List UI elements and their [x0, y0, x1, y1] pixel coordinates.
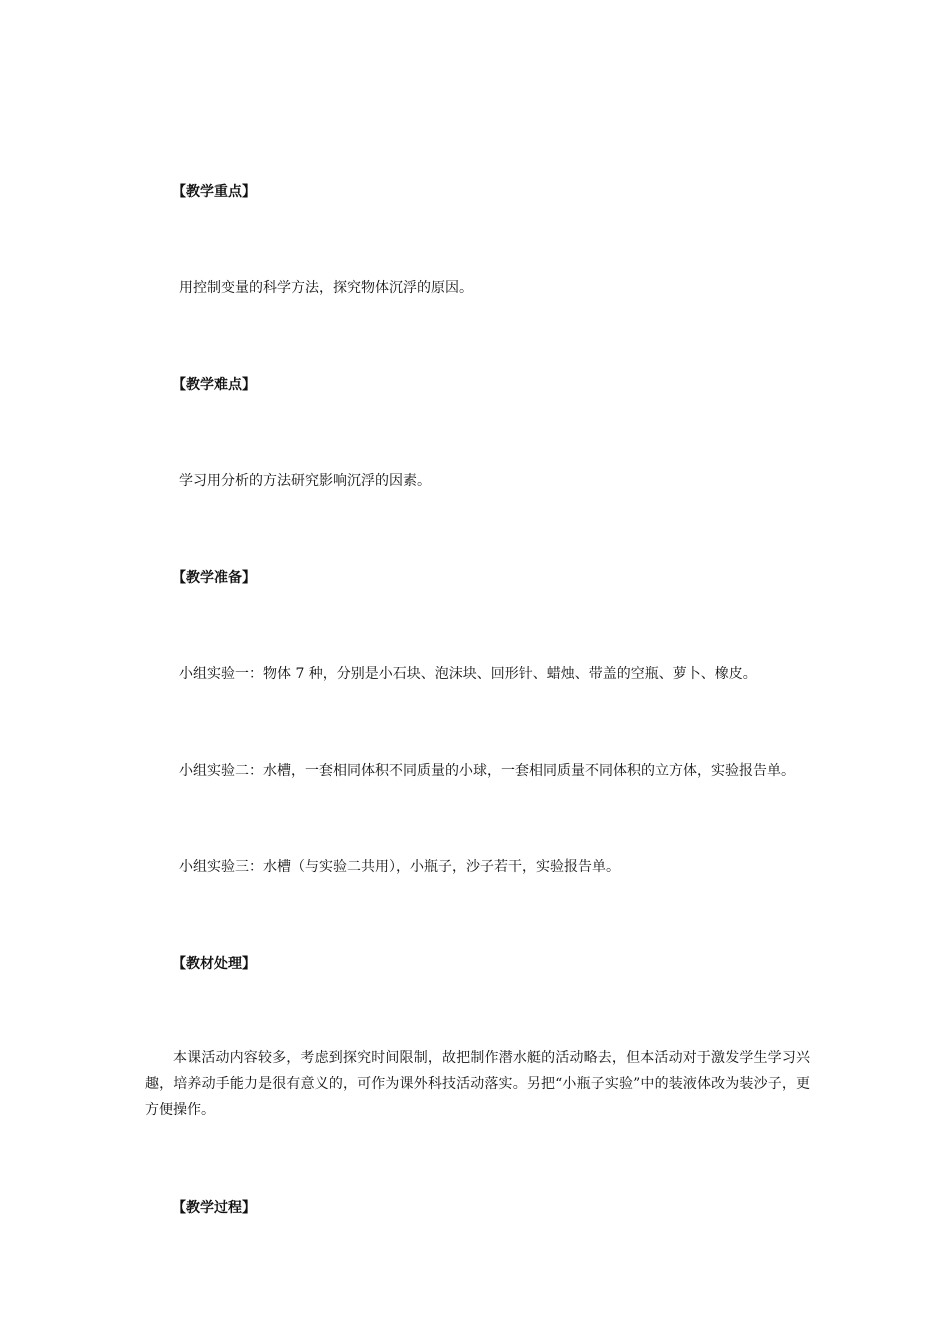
heading-key-points: 【教学重点】 — [172, 184, 256, 200]
key-points-text: 用控制变量的科学方法，探究物体沉浮的原因。 — [179, 280, 473, 296]
difficulties-text: 学习用分析的方法研究影响沉浮的因素。 — [179, 473, 431, 489]
heading-preparation: 【教学准备】 — [172, 570, 256, 586]
heading-process: 【教学过程】 — [172, 1200, 256, 1216]
preparation-item-3: 小组实验三：水槽（与实验二共用），小瓶子，沙子若干，实验报告单。 — [179, 859, 620, 875]
preparation-item-2: 小组实验二：水槽，一套相同体积不同质量的小球，一套相同质量不同体积的立方体，实验报告单。 — [179, 763, 795, 779]
preparation-item-1: 小组实验一：物体 7 种，分别是小石块、泡沫块、回形针、蜡烛、带盖的空瓶、萝卜、橡皮。 — [179, 666, 757, 682]
heading-difficulties: 【教学难点】 — [172, 377, 256, 393]
heading-materials: 【教材处理】 — [172, 956, 256, 972]
materials-paragraph: 本课活动内容较多，考虑到探究时间限制，故把制作潜水艇的活动略去，但本活动对于激发学生学习兴趣，培养动手能力是很有意义的，可作为课外科技活动落实。另把“小瓶子实验”中的装液体改为装沙子，更方便操作。 — [145, 1050, 810, 1118]
